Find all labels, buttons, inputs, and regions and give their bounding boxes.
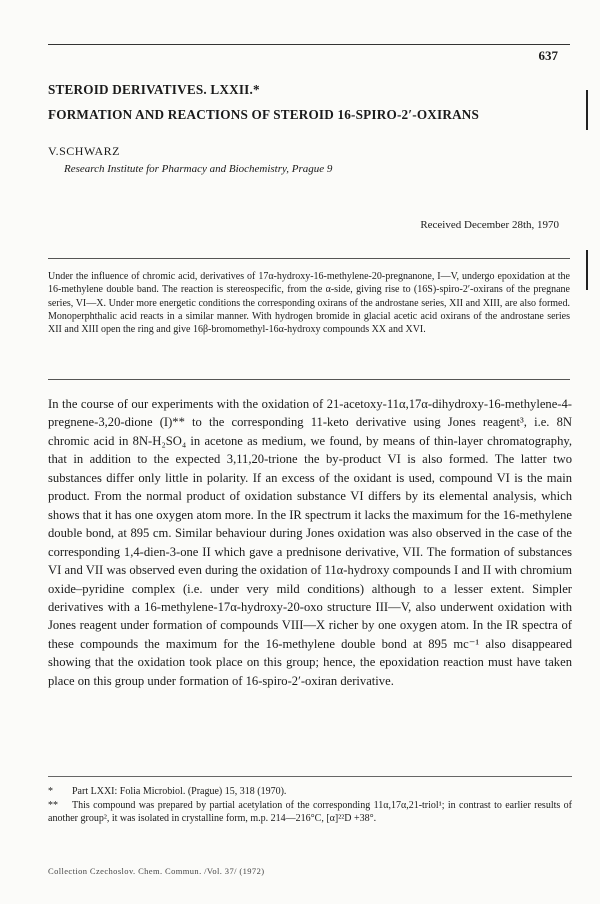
page-number: 637 [538,48,558,63]
scan-edge-mark [586,250,588,290]
footnote-rule [48,776,572,777]
scan-edge-mark [586,90,588,130]
journal-footer: Collection Czechoslov. Chem. Commun. /Vol. 37/ (1972) [48,866,265,876]
author: V.SCHWARZ [48,144,120,158]
abstract-top-rule [48,258,570,259]
title-line-2: FORMATION AND REACTIONS OF STEROID 16-SPIRO-2′-OXIRANS [48,107,480,122]
footnote-2 [48,799,572,826]
header-rule [48,44,570,45]
abstract-bottom-rule [48,379,570,380]
footnote-2-text: This compound was prepared by partial acetylation of the corresponding 11α,17α,21-triol¹; in contrast to earlier results of another group², it was isolated in crystalline form, m.p. 214—216°C, [α]²²D +38°. [48,800,572,825]
body-text: In the course of our experiments with the oxidation of 21-acetoxy-11α,17α-dihydroxy-16-methylene-4-pregnene-3,20-dione (I)** to the corresponding 11-keto derivative using Jones reagent³, i.e. 8N chromic acid in 8N-H₂SO₄ in acetone as medium, we found, by means of thin-layer chromatography, that in addition to the expected 3,11,20-trione the by-product VI is also formed. The latter two substances differ only little in polarity. If an excess of the oxidant is used, compound VI is the main product. From the normal product of oxidation substance VI differs by its elemental analysis, which shows that it has one oxygen atom more. In the IR spectrum it lacks the maximum for the 16-methylene double bond, at 895 cm. Similar behaviour during Jones oxidation was also observed in the case of the corresponding 1,4-dien-3-one II which gave a prednisone derivative, VII. The formation of substances VI and VII was observed even during the oxidation of 11α-hydroxy compounds I and II with chromium oxide–pyridine complex (i.e. under very mild conditions) although to a lesser extent. Simpler derivatives with a 16-methylene-17α-hydroxy-20-oxo structure III—V, also underwent oxidation with Jones reagent under formation of compounds VIII—X richer by one oxygen atom. In the IR spectra of these compounds the maximum for the 16-methylene double bond at 895 mc⁻¹ also disappeared showing that the oxidation took place on this group; hence, the epoxidation reaction must have taken place on this group under formation of 16-spiro-2′-oxiran derivative. [48,397,572,688]
received-date: Received December 28th, 1970 [420,219,559,231]
title-line-1: STEROID DERIVATIVES. LXXII.* [48,82,260,97]
footnote-1 [48,785,572,798]
footnote-1-text: Part LXXI: Folia Microbiol. (Prague) 15, 318 (1970). [72,786,287,797]
footnote-2-mark: ** [48,800,58,811]
footnote-1-mark: * [48,786,53,797]
abstract: Under the influence of chromic acid, derivatives of 17α-hydroxy-16-methylene-20-pregnanone, I—V, undergo epoxidation at the 16-methylene double band. The reaction is stereospecific, from the α-side, giving rise to (16S)-spiro-2′-oxirans of the pregnane series, VI—X. Under more energetic conditions the corresponding oxirans of the androstane series, XII and XIII, are also formed. Monoperphthalic acid reacts in a similar manner. With hydrogen bromide in glacial acetic acid oxirans of the androstane series XII and XIII open the ring and give 16β-bromomethyl-16α-hydroxy compounds XX and XVI. [48,271,570,336]
affiliation: Research Institute for Pharmacy and Biochemistry, Prague 9 [64,163,333,175]
